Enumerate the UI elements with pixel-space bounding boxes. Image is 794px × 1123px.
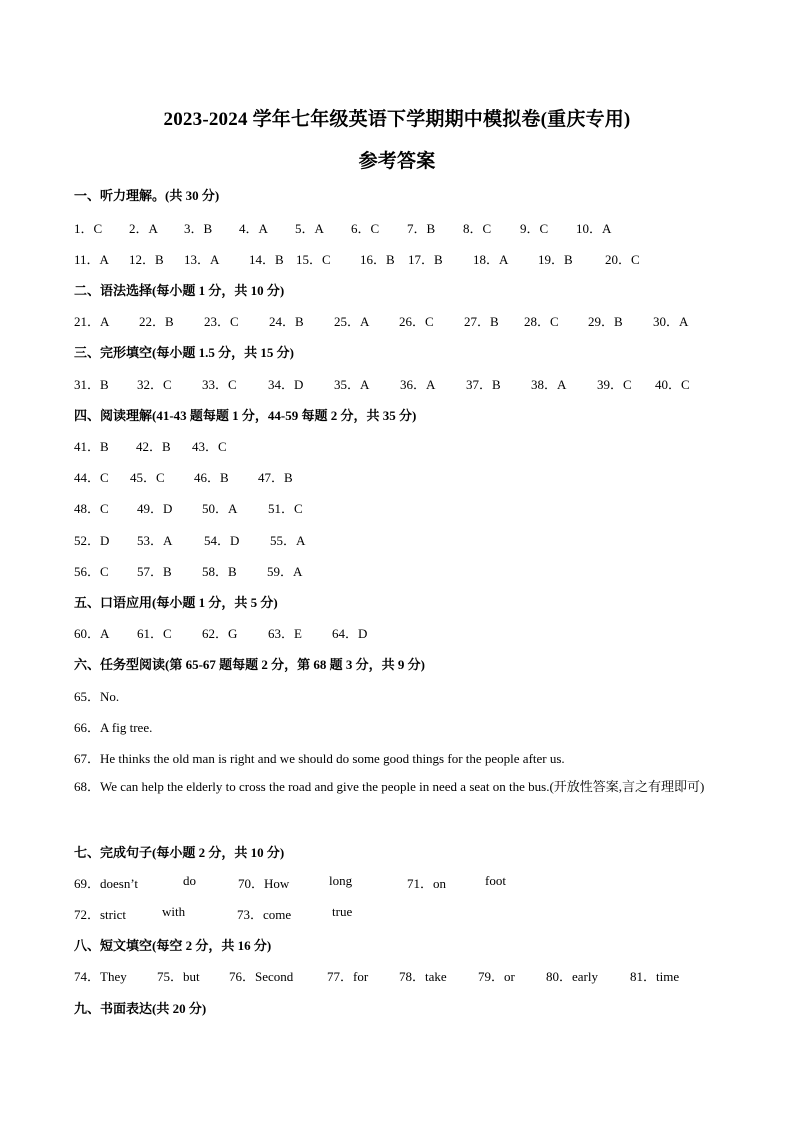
- answer-item: 75．but: [157, 969, 200, 984]
- answer-item: 70．How: [238, 876, 290, 891]
- section-heading-reading: 四、阅读理解(41-43 题每题 1 分，44-59 每题 2 分，共 35 分): [74, 408, 417, 423]
- answer-item: 62．G: [202, 626, 238, 641]
- answer-item: 53．A: [137, 533, 173, 548]
- answer-item: 58．B: [202, 564, 237, 579]
- answer-item: 15．C: [296, 252, 331, 267]
- answer-item: 57．B: [137, 564, 172, 579]
- answer-item: 61．C: [137, 626, 172, 641]
- answer-item: 27．B: [464, 314, 499, 329]
- answer-68: 68．We can help the elderly to cross the road and give the people in need a seat on the bus.(开放性答案,言之有理即可): [74, 779, 705, 794]
- answer-item: 22．B: [139, 314, 174, 329]
- answer-item: 49．D: [137, 501, 173, 516]
- section-heading-task-reading: 六、任务型阅读(第 65-67 题每题 2 分，第 68 题 3 分，共 9 分): [74, 657, 425, 672]
- document-title: 2023-2024 学年七年级英语下学期期中模拟卷(重庆专用): [163, 109, 631, 130]
- answer-66: 66．A fig tree.: [74, 720, 153, 735]
- answer-item: 69．doesn’t: [74, 876, 139, 891]
- answer-item: 50．A: [202, 501, 238, 516]
- answer-item: 59．A: [267, 564, 303, 579]
- answer-item: 72．strict: [74, 907, 126, 922]
- answer-item: 9．C: [520, 221, 549, 236]
- answer-item: 54．D: [204, 533, 240, 548]
- answer-item: 17．B: [408, 252, 443, 267]
- answer-item: 3．B: [184, 221, 213, 236]
- answer-item: with: [162, 904, 186, 919]
- answer-item: 33．C: [202, 377, 237, 392]
- answer-item: 21．A: [74, 314, 110, 329]
- answer-item: 81．time: [630, 969, 680, 984]
- answer-item: 56．C: [74, 564, 109, 579]
- answer-item: 39．C: [597, 377, 632, 392]
- answer-item: 13．A: [184, 252, 220, 267]
- answer-item: 43．C: [192, 439, 227, 454]
- answer-item: 55．A: [270, 533, 306, 548]
- section-heading-grammar: 二、语法选择(每小题 1 分，共 10 分): [74, 283, 285, 298]
- answer-67: 67．He thinks the old man is right and we should do some good things for the people after us.: [74, 751, 565, 766]
- answer-item: 12．B: [129, 252, 164, 267]
- answer-item: 48．C: [74, 501, 109, 516]
- answer-item: 30．A: [653, 314, 689, 329]
- answer-item: 36．A: [400, 377, 436, 392]
- answer-item: 4．A: [239, 221, 268, 236]
- answer-item: 40．C: [655, 377, 690, 392]
- answer-item: 37．B: [466, 377, 501, 392]
- answer-item: 20．C: [605, 252, 640, 267]
- answer-item: foot: [485, 873, 506, 888]
- answer-item: 2．A: [129, 221, 158, 236]
- answer-item: 71．on: [407, 876, 447, 891]
- answer-item: 60．A: [74, 626, 110, 641]
- answer-item: 31．B: [74, 377, 109, 392]
- answer-item: 63．E: [268, 626, 302, 641]
- section-heading-oral: 五、口语应用(每小题 1 分，共 5 分): [74, 595, 278, 610]
- answer-item: 64．D: [332, 626, 368, 641]
- answer-item: long: [329, 873, 353, 888]
- document-subtitle: 参考答案: [358, 151, 436, 172]
- answer-item: 5．A: [295, 221, 324, 236]
- answer-item: 24．B: [269, 314, 304, 329]
- answer-item: 38．A: [531, 377, 567, 392]
- answer-item: 47．B: [258, 470, 293, 485]
- answer-item: 19．B: [538, 252, 573, 267]
- answer-item: 80．early: [546, 969, 598, 984]
- section-heading-listening: 一、听力理解。(共 30 分): [74, 188, 220, 203]
- section-heading-sentence-completion: 七、完成句子(每小题 2 分，共 10 分): [74, 845, 285, 860]
- answer-item: 14．B: [249, 252, 284, 267]
- section-heading-passage-fill: 八、短文填空(每空 2 分，共 16 分): [74, 938, 272, 953]
- answer-item: 76．Second: [229, 969, 294, 984]
- section-heading-cloze: 三、完形填空(每小题 1.5 分，共 15 分): [74, 345, 294, 360]
- answer-item: 1．C: [74, 221, 103, 236]
- answer-item: 74．They: [74, 969, 127, 984]
- answer-item: do: [183, 873, 196, 888]
- answer-item: 26．C: [399, 314, 434, 329]
- answer-item: 73．come: [237, 907, 292, 922]
- answer-item: 28．C: [524, 314, 559, 329]
- answer-item: 77．for: [327, 969, 369, 984]
- answer-item: 25．A: [334, 314, 370, 329]
- answer-item: 7．B: [407, 221, 436, 236]
- answer-item: 11．A: [74, 252, 109, 267]
- section-heading-writing: 九、书面表达(共 20 分): [74, 1001, 207, 1016]
- answer-item: 45．C: [130, 470, 165, 485]
- answer-item: 16．B: [360, 252, 395, 267]
- answer-item: 18．A: [473, 252, 509, 267]
- answer-item: 29．B: [588, 314, 623, 329]
- answer-item: 23．C: [204, 314, 239, 329]
- answer-item: 41．B: [74, 439, 109, 454]
- answer-item: 51．C: [268, 501, 303, 516]
- answer-item: 79．or: [478, 969, 515, 984]
- answer-item: 42．B: [136, 439, 171, 454]
- answer-item: 78．take: [399, 969, 447, 984]
- answer-item: 35．A: [334, 377, 370, 392]
- answer-item: 52．D: [74, 533, 110, 548]
- answer-item: 6．C: [351, 221, 380, 236]
- answer-item: true: [332, 904, 353, 919]
- answer-item: 34．D: [268, 377, 304, 392]
- answer-65: 65．No.: [74, 689, 120, 704]
- answer-item: 10．A: [576, 221, 612, 236]
- answer-item: 46．B: [194, 470, 229, 485]
- answer-item: 32．C: [137, 377, 172, 392]
- answer-item: 8．C: [463, 221, 492, 236]
- answer-item: 44．C: [74, 470, 109, 485]
